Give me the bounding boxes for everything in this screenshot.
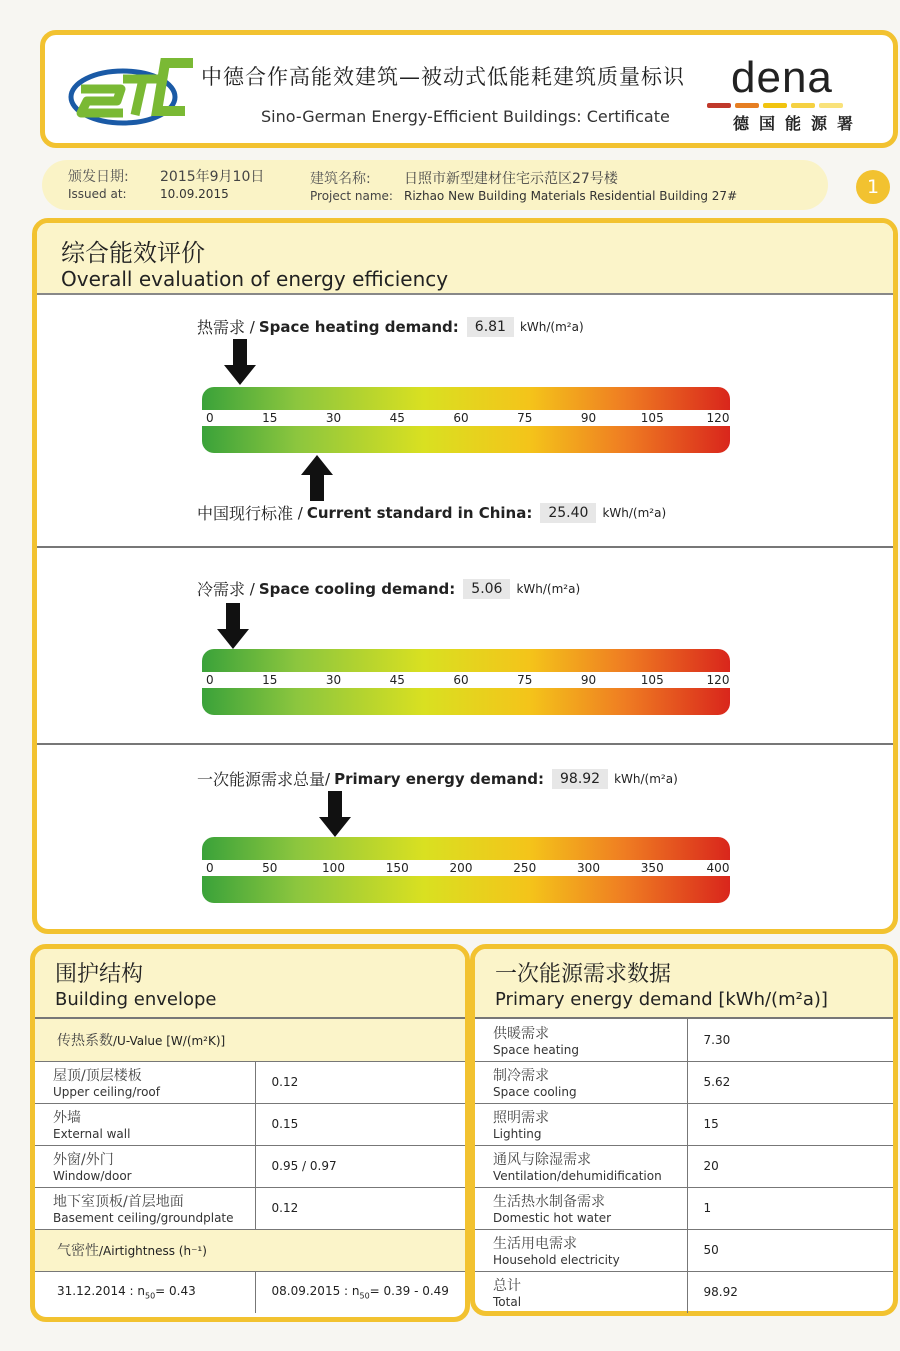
scale-tick-label: 150: [385, 861, 409, 875]
heating-demand-value: 6.81: [467, 317, 514, 337]
overall-section-header: [37, 223, 893, 295]
table-row: [475, 1019, 893, 1061]
row-label-en: Ventilation/dehumidification: [493, 1169, 662, 1183]
primary-demand-label: 一次能源需求总量 / Primary energy demand: 98.92 kWh/(m²a): [197, 767, 678, 790]
project-name-cn: 日照市新型建材住宅示范区27号楼: [404, 171, 618, 187]
project-name-en: Rizhao New Building Materials Residential Building 27#: [404, 189, 738, 203]
scale-tick-label: 105: [640, 673, 664, 687]
airtightness-label-cn: 气密性: [57, 1243, 99, 1259]
row-value: 0.12: [255, 1187, 465, 1229]
cooling-scale-bar: [202, 649, 730, 715]
airtightness-header-row: 气密性/Airtightness (h⁻¹): [35, 1229, 465, 1271]
scale-tick-label: 105: [640, 411, 664, 425]
row-label: [35, 1103, 255, 1145]
table-row: [475, 1103, 893, 1145]
overall-title-en: Overall evaluation of energy efficiency: [61, 267, 449, 291]
airtightness-value-2014: 31.12.2014 : $n_{50}= 0.43$: [35, 1271, 255, 1313]
cooling-demand-label: 冷需求 / Space cooling demand: 5.06 kWh/(m²a): [197, 577, 580, 600]
scale-tick-label: 50: [262, 861, 278, 875]
row-label-en: Domestic hot water: [493, 1211, 612, 1225]
table-row: [475, 1271, 893, 1313]
project-label-cn: 建筑名称:: [310, 171, 371, 187]
table-row: [475, 1229, 893, 1271]
primary-data-title-cn: 一次能源需求数据: [495, 962, 672, 987]
heating-unit: kWh/(m²a): [519, 319, 584, 334]
row-value: 15: [687, 1103, 893, 1145]
scale-tick-label: 45: [389, 411, 405, 425]
envelope-title-cn: 围护结构: [55, 962, 144, 987]
scale-tick-label: 0: [206, 673, 214, 687]
row-value: 0.95 / 0.97: [255, 1145, 465, 1187]
row-label-cn: 照明需求: [493, 1110, 549, 1126]
row-value: 0.12: [255, 1061, 465, 1103]
title-chinese: 中德合作高能效建筑—被动式低能耗建筑质量标识: [201, 65, 685, 89]
primary-data-header: [475, 949, 893, 1019]
standard-label-en: Current standard in China:: [306, 503, 533, 522]
row-value: 1: [687, 1187, 893, 1229]
row-label-cn: 生活热水制备需求: [493, 1194, 605, 1210]
overall-evaluation-section: [32, 218, 898, 934]
airtightness-label-en: Airtightness (h⁻¹): [103, 1244, 207, 1258]
scale-tick-label: 90: [580, 673, 597, 687]
dena-chinese-name: 德国能源署: [733, 114, 864, 133]
row-label-en: Basement ceiling/groundplate: [53, 1211, 234, 1225]
table-row: [35, 1061, 465, 1103]
cooling-demand-value: 5.06: [463, 579, 510, 599]
scale-tick-label: 300: [577, 861, 600, 875]
row-label-cn: 总计: [493, 1278, 521, 1295]
cooling-indicator-arrow: [217, 603, 249, 649]
scale-tick-label: 60: [453, 411, 469, 425]
uvalue-label-cn: 传热系数: [57, 1032, 113, 1049]
scale-tick-label: 250: [513, 861, 537, 875]
scale-tick-label: 60: [453, 673, 469, 687]
scale-tick-label: 120: [706, 673, 730, 687]
project-label-en: Project name:: [310, 189, 393, 203]
airtightness-values-row: [35, 1271, 465, 1313]
row-value: 98.92: [703, 1285, 738, 1300]
row-label: [475, 1019, 687, 1061]
cooling-label-cn: 冷需求: [197, 580, 246, 599]
primary-unit: kWh/(m²a): [614, 771, 678, 786]
issued-label-cn: 颁发日期:: [68, 169, 129, 185]
scale-tick-label: 400: [706, 861, 730, 875]
scale-tick-label: 75: [517, 411, 533, 425]
envelope-title-en: Building envelope: [55, 989, 217, 1010]
table-row: [475, 1145, 893, 1187]
heating-scale-bar: [202, 387, 730, 453]
standard-value: 25.40: [540, 503, 596, 523]
scale-tick-label: 0: [206, 861, 214, 875]
row-value: 50: [687, 1229, 893, 1271]
dena-color-segment: [791, 103, 815, 108]
row-label-cn: 生活用电需求: [493, 1236, 577, 1252]
row-value: 0.15: [255, 1103, 465, 1145]
row-label-cn: 制冷需求: [493, 1068, 549, 1084]
scale-tick-label: 100: [322, 861, 345, 875]
scale-tick-label: 0: [206, 411, 214, 425]
scale-tick-label: 30: [325, 411, 342, 425]
row-label-en: Lighting: [493, 1127, 542, 1141]
primary-scale-bar: [202, 837, 730, 903]
row-value: 20: [687, 1145, 893, 1187]
row-label-cn: 屋顶/顶层楼板: [53, 1068, 142, 1084]
cooling-unit: kWh/(m²a): [516, 581, 581, 596]
scale-tick-label: 15: [262, 411, 278, 425]
row-label-cn: 通风与除湿需求: [493, 1152, 591, 1168]
table-row: [475, 1187, 893, 1229]
dena-color-segment: [763, 103, 787, 108]
row-label: [35, 1061, 255, 1103]
issued-date-en: 10.09.2015: [160, 187, 229, 201]
primary-data-table: [475, 1019, 893, 1313]
standard-label: 中国现行标准 / Current standard in China: 25.40 kWh/(m²a): [197, 501, 666, 524]
issued-label-en: Issued at:: [68, 187, 127, 201]
dena-color-bar: [707, 103, 843, 108]
scale-tick-label: 45: [389, 673, 405, 687]
dena-color-segment: [707, 103, 731, 108]
scale-tick-label: 120: [706, 411, 730, 425]
row-label: [35, 1187, 255, 1229]
row-label-cn: 供暖需求: [493, 1025, 549, 1042]
envelope-header: [35, 949, 465, 1019]
envelope-table: [35, 1019, 465, 1313]
table-row: [35, 1103, 465, 1145]
primary-label-cn: 一次能源需求总量: [197, 770, 326, 789]
table-row: [475, 1061, 893, 1103]
dena-color-segment: [735, 103, 759, 108]
building-envelope-section: [30, 944, 470, 1322]
scale-tick-label: 200: [449, 861, 473, 875]
scale-tick-label: 15: [262, 673, 278, 687]
cooling-label-en: Space cooling demand:: [258, 579, 456, 598]
standard-indicator-arrow: [301, 455, 333, 501]
primary-label-en: Primary energy demand:: [334, 769, 544, 788]
section-divider: [37, 546, 893, 548]
row-label-en: Upper ceiling/roof: [53, 1085, 160, 1099]
primary-data-title-en: Primary energy demand [kWh/(m²a)]: [495, 989, 828, 1010]
airtightness-value-2015: 08.09.2015 : $n_{50}= 0.39 - 0.49$: [271, 1284, 449, 1301]
heating-demand-label: 热需求 / Space heating demand: 6.81 kWh/(m²a): [197, 315, 584, 338]
row-value: 7.30: [687, 1019, 893, 1061]
primary-demand-value: 98.92: [552, 769, 608, 789]
row-label-en: Total: [493, 1295, 522, 1310]
standard-unit: kWh/(m²a): [602, 505, 667, 520]
row-label: [35, 1145, 255, 1187]
stc-logo: [61, 49, 201, 129]
row-label: [475, 1103, 687, 1145]
row-label: [475, 1187, 687, 1229]
dena-logo: dena: [731, 53, 833, 102]
scale-tick-label: 75: [517, 673, 533, 687]
row-label: [475, 1061, 687, 1103]
heating-label-cn: 热需求: [197, 318, 246, 337]
row-label-cn: 外窗/外门: [53, 1152, 114, 1168]
dena-color-segment: [819, 103, 843, 108]
scale-tick-label: 350: [640, 861, 664, 875]
certificate-header: [40, 30, 898, 148]
uvalue-label-en: U-Value [W/(m²K)]: [117, 1033, 226, 1048]
row-label-en: Window/door: [53, 1169, 132, 1183]
page-number-badge: 1: [856, 170, 890, 204]
row-label: [475, 1271, 687, 1313]
row-label: [475, 1145, 687, 1187]
table-row: [35, 1187, 465, 1229]
row-label: [475, 1229, 687, 1271]
heating-label-en: Space heating demand:: [258, 317, 459, 336]
uvalue-header-row: 传热系数/U-Value [W/(m²K)]: [35, 1019, 465, 1061]
issued-date-cn: 2015年9月10日: [160, 169, 265, 185]
row-label-cn: 外墙: [53, 1110, 81, 1126]
title-english: Sino-German Energy-Efficient Buildings: Certificate: [261, 107, 670, 126]
standard-label-cn: 中国现行标准: [197, 504, 294, 523]
scale-tick-label: 90: [580, 411, 597, 425]
table-row: [35, 1145, 465, 1187]
overall-title-cn: 综合能效评价: [61, 239, 205, 267]
section-divider: [37, 743, 893, 745]
row-label-en: External wall: [53, 1127, 131, 1141]
primary-indicator-arrow: [319, 791, 351, 837]
row-label-cn: 地下室顶板/首层地面: [53, 1194, 184, 1210]
row-value: 5.62: [687, 1061, 893, 1103]
scale-tick-label: 30: [325, 673, 342, 687]
row-label-en: Space heating: [493, 1042, 579, 1057]
heating-indicator-arrow: [224, 339, 256, 385]
issue-info-bar: [42, 160, 828, 210]
row-label-en: Space cooling: [493, 1085, 577, 1099]
row-label-en: Household electricity: [493, 1253, 620, 1267]
primary-energy-data-section: [470, 944, 898, 1316]
